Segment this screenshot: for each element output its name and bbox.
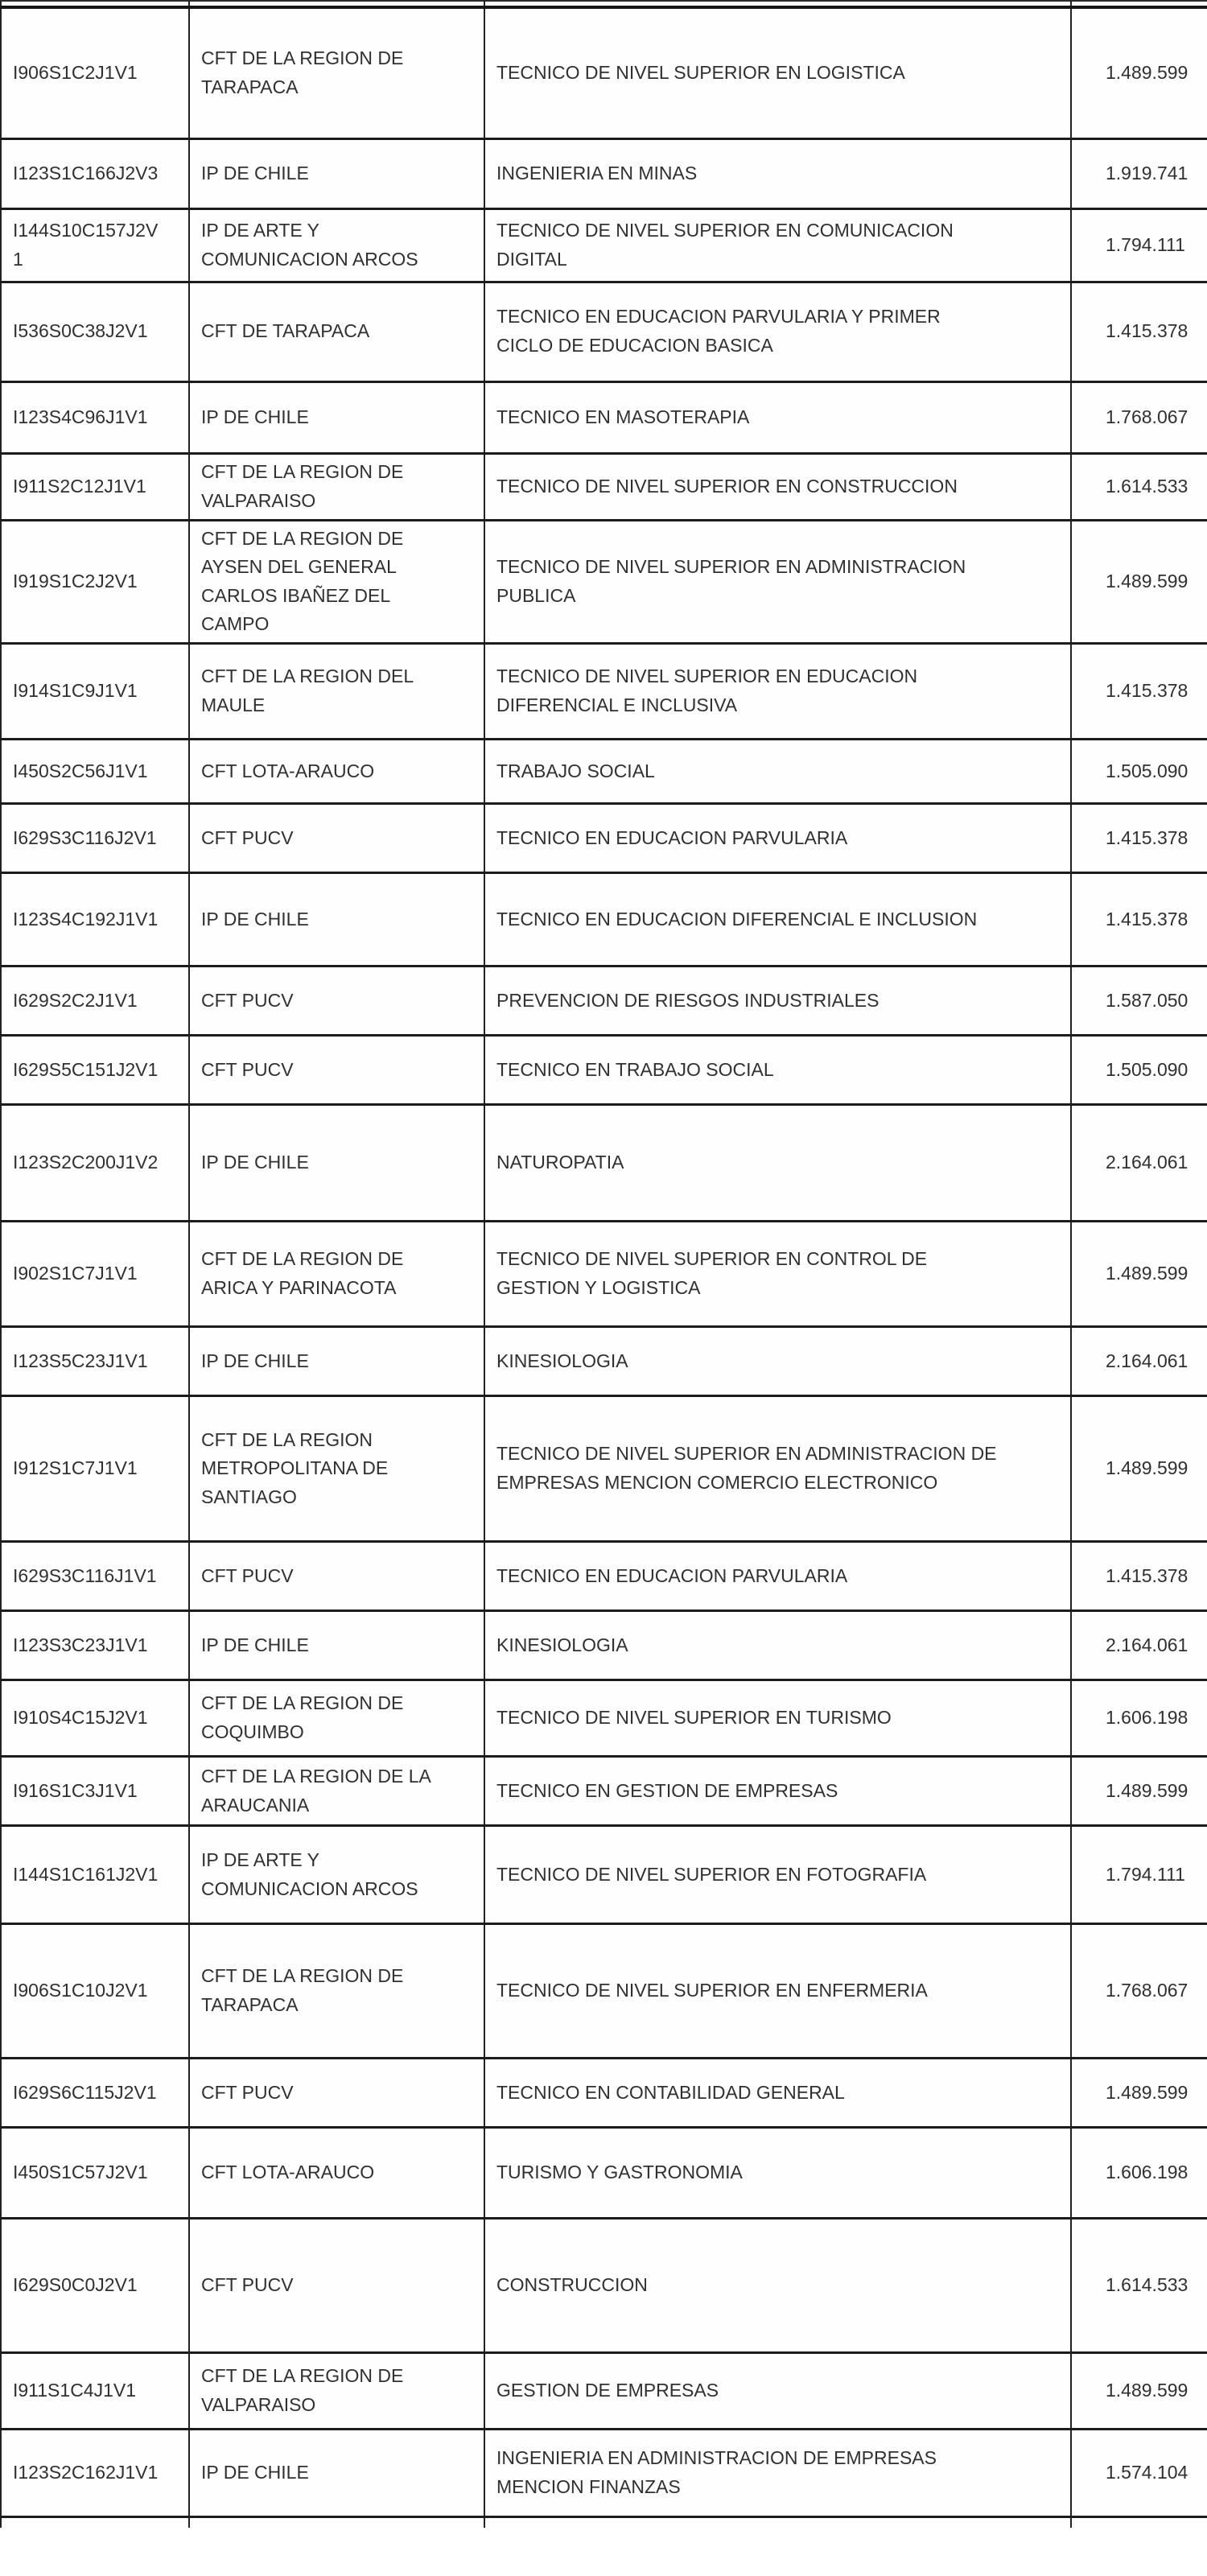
institution-cell: CFT DE LA REGION DE VALPARAISO [189, 453, 484, 520]
institution-cell: CFT PUCV [189, 2219, 484, 2353]
table-row [1, 208, 1207, 282]
institution-cell: CFT DE LA REGION DE LA ARAUCANIA [189, 1757, 484, 1826]
program-cell: TECNICO DE NIVEL SUPERIOR EN ENFERMERIA [484, 1924, 1071, 2059]
institution-cell: IP DE ARTE Y COMUNICACION ARCOS [189, 1826, 484, 1924]
institution-cell: CFT DE LA REGION DE AYSEN DEL GENERAL CARLOS IBAÑEZ DEL CAMPO [189, 520, 484, 644]
institution-cell: IP DE CHILE [189, 1105, 484, 1222]
program-cell: TECNICO EN EDUCACION DIFERENCIAL E INCLUSION [484, 873, 1071, 967]
code-cell: I629S0C0J2V1 [1, 2219, 189, 2353]
code-cell: I629S2C2J1V1 [1, 967, 189, 1036]
institution-cell: IP DE CHILE [189, 138, 484, 208]
program-cell: TRABAJO SOCIAL [484, 740, 1071, 804]
empty-cell [1071, 2517, 1207, 2529]
institution-cell: CFT DE LA REGION DE COQUIMBO [189, 1680, 484, 1757]
code-cell: I902S1C7J1V1 [1, 1222, 189, 1327]
institution-cell: IP DE CHILE [189, 1611, 484, 1680]
empty-cell [189, 1, 484, 7]
institution-cell: CFT DE LA REGION DE TARAPACA [189, 1924, 484, 2059]
program-cell: TECNICO DE NIVEL SUPERIOR EN ADMINISTRACION DE EMPRESAS MENCION COMERCIO ELECTRONICO [484, 1396, 1071, 1542]
institution-cell: CFT DE LA REGION DE VALPARAISO [189, 2353, 484, 2430]
table-row [1, 967, 1207, 1036]
table-row [1, 804, 1207, 873]
institution-cell: CFT PUCV [189, 1036, 484, 1105]
value-cell: 1.606.198 [1071, 2128, 1207, 2219]
program-cell: CONSTRUCCION [484, 2219, 1071, 2353]
institution-cell: CFT DE LA REGION DE ARICA Y PARINACOTA [189, 1222, 484, 1327]
institution-cell: IP DE ARTE Y COMUNICACION ARCOS [189, 208, 484, 282]
institution-cell: CFT PUCV [189, 2059, 484, 2128]
code-cell: I911S2C12J1V1 [1, 453, 189, 520]
table-row [1, 1924, 1207, 2059]
value-cell: 1.606.198 [1071, 1680, 1207, 1757]
empty-cell [1, 1, 189, 7]
value-cell: 2.164.061 [1071, 1105, 1207, 1222]
institution-cell: CFT DE TARAPACA [189, 282, 484, 381]
program-cell: TECNICO EN EDUCACION PARVULARIA [484, 804, 1071, 873]
program-cell: NATUROPATIA [484, 1105, 1071, 1222]
program-cell: INGENIERIA EN ADMINISTRACION DE EMPRESAS MENCION FINANZAS [484, 2430, 1071, 2517]
table-row [1, 644, 1207, 740]
institution-cell: IP DE CHILE [189, 381, 484, 453]
value-cell: 1.489.599 [1071, 2353, 1207, 2430]
program-cell: TECNICO DE NIVEL SUPERIOR EN LOGISTICA [484, 7, 1071, 138]
value-cell: 1.415.378 [1071, 282, 1207, 381]
empty-cell [189, 2517, 484, 2529]
empty-cell [484, 2517, 1071, 2529]
program-cell: PREVENCION DE RIESGOS INDUSTRIALES [484, 967, 1071, 1036]
value-cell: 1.505.090 [1071, 740, 1207, 804]
code-cell: I912S1C7J1V1 [1, 1396, 189, 1542]
code-cell: I629S3C116J2V1 [1, 804, 189, 873]
value-cell: 1.415.378 [1071, 804, 1207, 873]
code-cell: I123S4C96J1V1 [1, 381, 189, 453]
table-row [1, 2430, 1207, 2517]
value-cell: 1.794.111 [1071, 208, 1207, 282]
institution-cell: IP DE CHILE [189, 2430, 484, 2517]
value-cell: 1.415.378 [1071, 1542, 1207, 1611]
program-cell: TECNICO EN CONTABILIDAD GENERAL [484, 2059, 1071, 2128]
table-row [1, 873, 1207, 967]
value-cell: 1.768.067 [1071, 381, 1207, 453]
code-cell: I450S2C56J1V1 [1, 740, 189, 804]
institution-cell: CFT LOTA-ARAUCO [189, 2128, 484, 2219]
program-cell: TECNICO DE NIVEL SUPERIOR EN TURISMO [484, 1680, 1071, 1757]
program-cell: TECNICO DE NIVEL SUPERIOR EN CONSTRUCCION [484, 453, 1071, 520]
code-cell: I144S10C157J2V1 [1, 208, 189, 282]
table-row [1, 1036, 1207, 1105]
value-cell: 2.164.061 [1071, 1611, 1207, 1680]
program-cell: TECNICO DE NIVEL SUPERIOR EN COMUNICACION DIGITAL [484, 208, 1071, 282]
table-row [1, 2353, 1207, 2430]
value-cell: 2.164.061 [1071, 1327, 1207, 1396]
empty-cell [484, 1, 1071, 7]
table-row [1, 1826, 1207, 1924]
table-row [1, 740, 1207, 804]
value-cell: 1.574.104 [1071, 2430, 1207, 2517]
code-cell: I914S1C9J1V1 [1, 644, 189, 740]
code-cell: I450S1C57J2V1 [1, 2128, 189, 2219]
value-cell: 1.489.599 [1071, 2059, 1207, 2128]
table-row [1, 2128, 1207, 2219]
program-cell: TECNICO EN GESTION DE EMPRESAS [484, 1757, 1071, 1826]
program-cell: TECNICO EN TRABAJO SOCIAL [484, 1036, 1071, 1105]
program-cell: TECNICO EN EDUCACION PARVULARIA [484, 1542, 1071, 1611]
table-row [1, 381, 1207, 453]
institution-cell: CFT PUCV [189, 804, 484, 873]
institution-cell: CFT DE LA REGION METROPOLITANA DE SANTIAGO [189, 1396, 484, 1542]
institution-cell: CFT DE LA REGION DE TARAPACA [189, 7, 484, 138]
value-cell: 1.919.741 [1071, 138, 1207, 208]
table-row [1, 1327, 1207, 1396]
value-cell: 1.489.599 [1071, 1757, 1207, 1826]
partial-row-top [1, 1, 1207, 7]
code-cell: I629S5C151J2V1 [1, 1036, 189, 1105]
code-cell: I629S3C116J1V1 [1, 1542, 189, 1611]
value-cell: 1.794.111 [1071, 1826, 1207, 1924]
code-cell: I910S4C15J2V1 [1, 1680, 189, 1757]
institution-cell: IP DE CHILE [189, 1327, 484, 1396]
table-row [1, 1105, 1207, 1222]
empty-cell [1071, 1, 1207, 7]
institution-cell: CFT DE LA REGION DEL MAULE [189, 644, 484, 740]
program-cell: TECNICO DE NIVEL SUPERIOR EN FOTOGRAFIA [484, 1826, 1071, 1924]
program-cell: TECNICO DE NIVEL SUPERIOR EN EDUCACION DIFERENCIAL E INCLUSIVA [484, 644, 1071, 740]
program-cell: GESTION DE EMPRESAS [484, 2353, 1071, 2430]
program-cell: TECNICO DE NIVEL SUPERIOR EN ADMINISTRACION PUBLICA [484, 520, 1071, 644]
code-cell: I629S6C115J2V1 [1, 2059, 189, 2128]
institution-cell: CFT PUCV [189, 1542, 484, 1611]
value-cell: 1.489.599 [1071, 1222, 1207, 1327]
value-cell: 1.489.599 [1071, 520, 1207, 644]
value-cell: 1.614.533 [1071, 2219, 1207, 2353]
table-row [1, 2219, 1207, 2353]
institution-cell: CFT PUCV [189, 967, 484, 1036]
value-cell: 1.415.378 [1071, 873, 1207, 967]
value-cell: 1.489.599 [1071, 7, 1207, 138]
program-cell: KINESIOLOGIA [484, 1611, 1071, 1680]
value-cell: 1.614.533 [1071, 453, 1207, 520]
code-cell: I919S1C2J2V1 [1, 520, 189, 644]
code-cell: I144S1C161J2V1 [1, 1826, 189, 1924]
program-cell: TURISMO Y GASTRONOMIA [484, 2128, 1071, 2219]
code-cell: I916S1C3J1V1 [1, 1757, 189, 1826]
program-cell: KINESIOLOGIA [484, 1327, 1071, 1396]
value-cell: 1.489.599 [1071, 1396, 1207, 1542]
code-cell: I123S3C23J1V1 [1, 1611, 189, 1680]
code-cell: I906S1C10J2V1 [1, 1924, 189, 2059]
value-cell: 1.768.067 [1071, 1924, 1207, 2059]
code-cell: I536S0C38J2V1 [1, 282, 189, 381]
value-cell: 1.587.050 [1071, 967, 1207, 1036]
table-row [1, 138, 1207, 208]
table-row [1, 7, 1207, 138]
code-cell: I123S4C192J1V1 [1, 873, 189, 967]
code-cell: I123S2C200J1V2 [1, 1105, 189, 1222]
program-cell: INGENIERIA EN MINAS [484, 138, 1071, 208]
code-cell: I123S5C23J1V1 [1, 1327, 189, 1396]
program-cell: TECNICO DE NIVEL SUPERIOR EN CONTROL DE GESTION Y LOGISTICA [484, 1222, 1071, 1327]
program-cell: TECNICO EN EDUCACION PARVULARIA Y PRIMER CICLO DE EDUCACION BASICA [484, 282, 1071, 381]
table-row [1, 1611, 1207, 1680]
code-cell: I911S1C4J1V1 [1, 2353, 189, 2430]
table-row [1, 1396, 1207, 1542]
partial-row-bottom [1, 2517, 1207, 2529]
table-row [1, 1542, 1207, 1611]
empty-cell [1, 2517, 189, 2529]
institution-cell: CFT LOTA-ARAUCO [189, 740, 484, 804]
value-cell: 1.415.378 [1071, 644, 1207, 740]
code-cell: I906S1C2J1V1 [1, 7, 189, 138]
value-cell: 1.505.090 [1071, 1036, 1207, 1105]
table-row [1, 282, 1207, 381]
table-row [1, 1757, 1207, 1826]
institution-cell: IP DE CHILE [189, 873, 484, 967]
table-row [1, 520, 1207, 644]
table-row [1, 1222, 1207, 1327]
table-row [1, 2059, 1207, 2128]
table-body [1, 1, 1207, 2528]
code-cell: I123S1C166J2V3 [1, 138, 189, 208]
code-cell: I123S2C162J1V1 [1, 2430, 189, 2517]
program-cell: TECNICO EN MASOTERAPIA [484, 381, 1071, 453]
table-row [1, 1680, 1207, 1757]
table-row [1, 453, 1207, 520]
